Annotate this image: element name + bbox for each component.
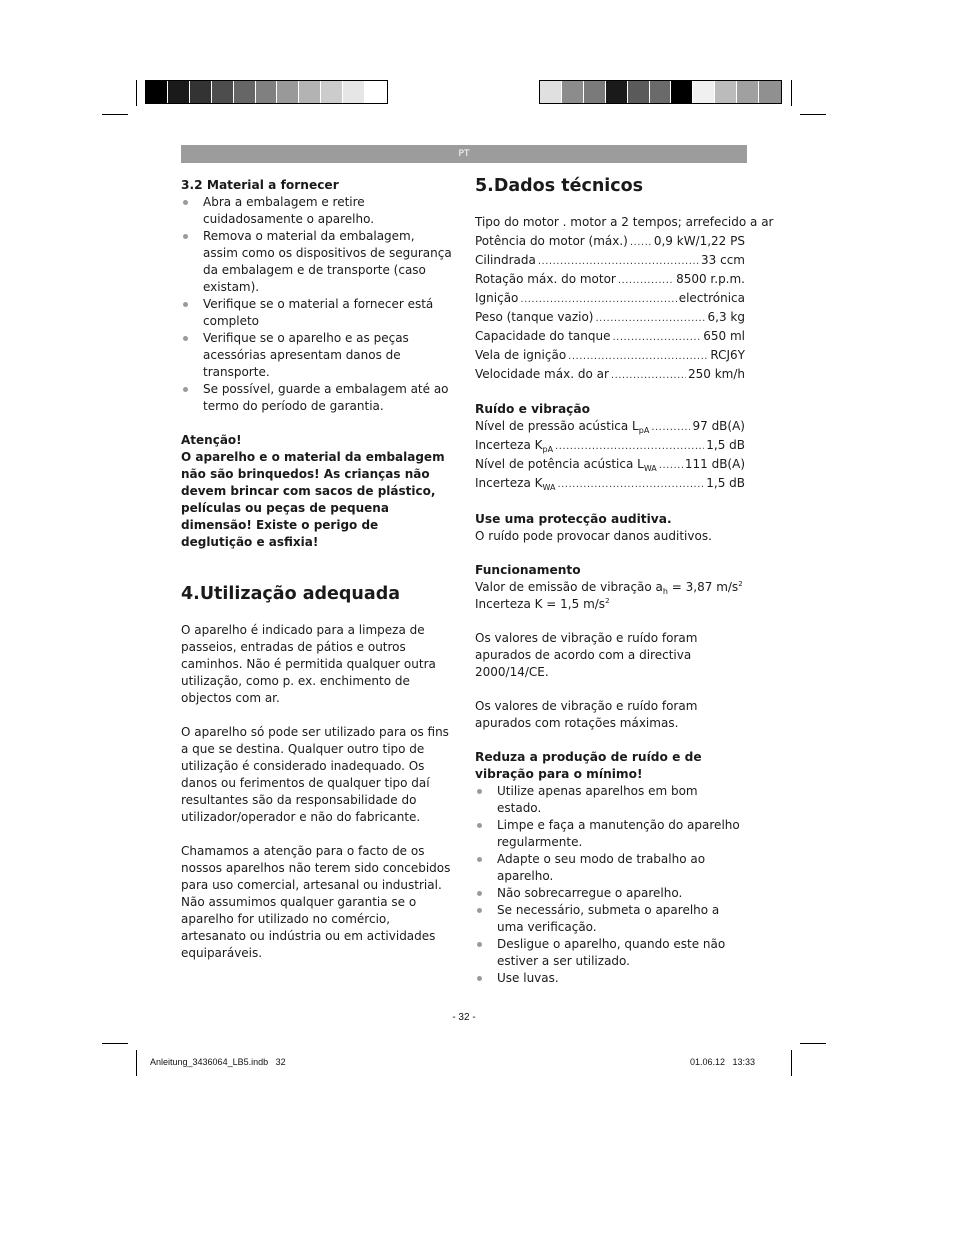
- color-swatch: [606, 81, 628, 103]
- spec-label: Ignição: [475, 291, 519, 305]
- spec-value: 0,9 kW/1,22 PS: [653, 234, 745, 248]
- noise-table: [475, 418, 745, 494]
- crop-mark: [791, 1050, 792, 1076]
- page-number: - 32 -: [452, 1012, 476, 1023]
- spec-row: [475, 271, 745, 290]
- color-swatch: [584, 81, 606, 103]
- color-swatch: [671, 81, 693, 103]
- leader-dots: [538, 253, 699, 270]
- list-item: Se necessário, submeta o aparelho a uma verificação.: [475, 902, 745, 936]
- noise-value: 1,5 dB: [706, 476, 745, 490]
- noise-row: [475, 437, 745, 456]
- noise-value: 1,5 dB: [706, 438, 745, 452]
- vibration-uncertainty: Incerteza K = 1,5 $m/s^2$: [475, 597, 610, 611]
- color-swatch: [190, 81, 212, 103]
- spec-value: electrónica: [678, 291, 745, 305]
- noise-row: [475, 456, 745, 475]
- language-code: PT: [458, 149, 470, 159]
- leader-dots: [612, 329, 701, 346]
- list-item: Verifique se o material a fornecer está completo: [181, 296, 453, 330]
- color-swatch: [321, 81, 343, 103]
- leader-dots: [520, 291, 676, 308]
- color-swatch: [234, 81, 256, 103]
- noise-label: Nível de pressão acústica $L_{pA}$: [475, 419, 650, 435]
- reduce-title: Reduza a produção de ruído e de vibração para o mínimo!: [475, 750, 702, 781]
- color-swatch: [343, 81, 365, 103]
- spec-label: Rotação máx. do motor: [475, 272, 616, 286]
- paragraph: O aparelho só pode ser utilizado para os fins a que se destina. Qualquer outro tipo de utilização é considerado inadequado. Os danos ou ferimentos de qualquer tipo daí resultantes são da responsabilidade do utilizador/operador e não do fabricante.: [181, 725, 449, 824]
- color-swatch: [628, 81, 650, 103]
- crop-mark: [102, 1043, 128, 1044]
- list-item: Se possível, guarde a embalagem até ao termo do período de garantia.: [181, 381, 453, 415]
- noise-label: Nível de potência acústica $L_{WA}$: [475, 457, 657, 473]
- color-calibration-bar-right: [539, 80, 782, 104]
- color-swatch: [737, 81, 759, 103]
- list-item: Desligue o aparelho, quando este não estiver a ser utilizado.: [475, 936, 745, 970]
- list-item: Limpe e faça a manutenção do aparelho regularmente.: [475, 817, 745, 851]
- color-swatch: [540, 81, 562, 103]
- list-item: Utilize apenas aparelhos em bom estado.: [475, 783, 745, 817]
- crop-mark: [800, 114, 826, 115]
- leader-dots: [630, 234, 652, 251]
- vibration-value: Valor de emissão de vibração $a_h = 3,87$ $m/s^2$: [475, 580, 743, 596]
- noise-label: Incerteza $K_{pA}$: [475, 438, 554, 454]
- color-swatch: [256, 81, 278, 103]
- color-swatch: [693, 81, 715, 103]
- spec-row: [475, 328, 745, 347]
- noise-value: 97 dB(A): [692, 419, 745, 433]
- spec-row: [475, 290, 745, 309]
- spec-value: 250 km/h: [687, 367, 745, 381]
- leader-dots: [557, 476, 704, 493]
- leader-dots: [568, 348, 708, 365]
- warning-title: Atenção!: [181, 433, 242, 447]
- spec-row: [475, 366, 745, 385]
- color-swatch: [365, 81, 387, 103]
- color-swatch: [715, 81, 737, 103]
- section-3-2-title: 3.2 Material a fornecer: [181, 178, 339, 192]
- list-item: Não sobrecarregue o aparelho.: [475, 885, 745, 902]
- spec-label: Peso (tanque vazio): [475, 310, 594, 324]
- color-swatch: [299, 81, 321, 103]
- crop-mark: [136, 1050, 137, 1076]
- warning-text: O aparelho e o material da embalagem não são brinquedos! As crianças não devem brincar com sacos de plástico, películas ou peças de pequena dimensão! Existe o perigo de deglutição e asfixia!: [181, 450, 445, 549]
- spec-value: 650 ml: [703, 329, 745, 343]
- spec-label: Velocidade máx. do ar: [475, 367, 609, 381]
- spec-table: [475, 233, 745, 385]
- noise-value: 111 dB(A): [684, 457, 745, 471]
- spec-value: 8500 r.p.m.: [676, 272, 745, 286]
- leader-dots: [651, 419, 690, 436]
- spec-value: 33 ccm: [701, 253, 745, 267]
- hearing-title: Use uma protecção auditiva.: [475, 512, 672, 526]
- color-swatch: [212, 81, 234, 103]
- section-4-title: 4.Utilização adequada: [181, 584, 401, 604]
- right-column: [475, 175, 774, 987]
- crop-mark: [791, 80, 792, 106]
- list-item: Use luvas.: [475, 970, 745, 987]
- print-date: 01.06.12 13:33: [690, 1057, 756, 1067]
- crop-mark: [800, 1043, 826, 1044]
- spec-row: [475, 252, 745, 271]
- paragraph: Os valores de vibração e ruído foram apurados com rotações máximas.: [475, 699, 698, 730]
- left-column: [181, 177, 453, 962]
- spec-label: Vela de ignição: [475, 348, 567, 362]
- spec-label: Capacidade do tanque: [475, 329, 611, 343]
- color-swatch: [168, 81, 190, 103]
- leader-dots: [555, 438, 704, 455]
- paragraph: Chamamos a atenção para o facto de os nossos aparelhos não terem sido concebidos para uso comercial, artesanal ou industrial. Não assumimos qualquer garantia se o aparelho for utilizado no comércio, artesanato ou indústria ou em actividades equiparáveis.: [181, 844, 451, 960]
- noise-label: Incerteza $K_{WA}$: [475, 476, 556, 492]
- list-item: Verifique se o aparelho e as peças acessórias apresentam danos de transporte.: [181, 330, 453, 381]
- noise-row: [475, 418, 745, 437]
- color-calibration-bar-left: [145, 80, 388, 104]
- paragraph: O aparelho é indicado para a limpeza de passeios, entradas de pátios e outros caminhos. Não é permitida qualquer outra utilização, como p. ex. enchimento de objectos com ar.: [181, 623, 436, 705]
- color-swatch: [650, 81, 672, 103]
- language-header-bar: [181, 145, 747, 163]
- list-item: Adapte o seu modo de trabalho ao aparelho.: [475, 851, 745, 885]
- leader-dots: [595, 310, 705, 327]
- delivery-checklist: [181, 194, 453, 415]
- leader-dots: [659, 457, 683, 474]
- leader-dots: [618, 272, 674, 289]
- spec-value: RCJ6Y: [710, 348, 745, 362]
- section-5-title: 5.Dados técnicos: [475, 176, 644, 196]
- crop-mark: [136, 80, 137, 106]
- list-item: Remova o material da embalagem, assim como os dispositivos de segurança da embalagem e de transporte (caso existam).: [181, 228, 453, 296]
- noise-title: Ruído e vibração: [475, 402, 590, 416]
- spec-row: [475, 233, 745, 252]
- color-swatch: [562, 81, 584, 103]
- color-swatch: [277, 81, 299, 103]
- color-swatch: [146, 81, 168, 103]
- spec-row: [475, 309, 745, 328]
- file-name: Anleitung_3436064_LB5.indb 32: [150, 1057, 286, 1067]
- leader-dots: [611, 367, 686, 384]
- list-item: Abra a embalagem e retire cuidadosamente o aparelho.: [181, 194, 453, 228]
- color-swatch: [759, 81, 781, 103]
- hearing-text: O ruído pode provocar danos auditivos.: [475, 529, 712, 543]
- noise-row: [475, 475, 745, 494]
- paragraph: Os valores de vibração e ruído foram apurados de acordo com a directiva 2000/14/CE.: [475, 631, 698, 679]
- spec-label: Potência do motor (máx.): [475, 234, 628, 248]
- reduce-checklist: [475, 783, 745, 987]
- spec-label: Cilindrada: [475, 253, 536, 267]
- motor-type: Tipo do motor . motor a 2 tempos; arrefecido a ar: [475, 215, 774, 229]
- crop-mark: [102, 114, 128, 115]
- function-title: Funcionamento: [475, 563, 581, 577]
- spec-value: 6,3 kg: [707, 310, 745, 324]
- spec-row: [475, 347, 745, 366]
